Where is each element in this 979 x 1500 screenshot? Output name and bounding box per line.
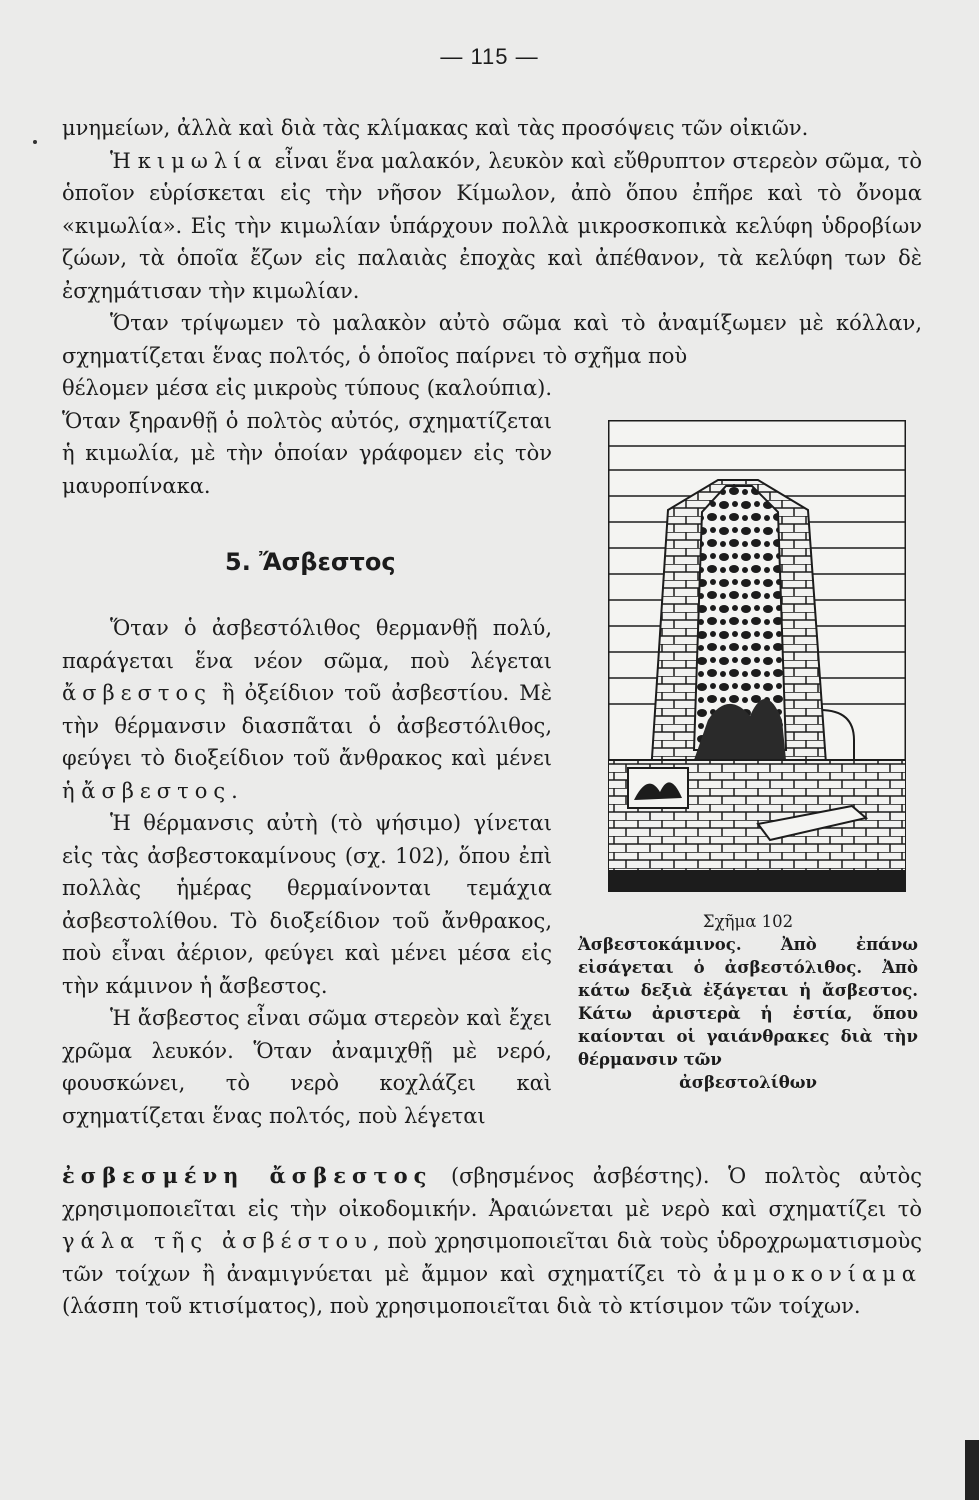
- term-kimolia: κιμωλία: [137, 148, 268, 173]
- paragraph-3-continued: θέλομεν μέσα εἰς μικροὺς τύπους (καλούπια). Ὅταν ξηρανθῇ ὁ πολτὸς αὐτός, σχηματίζεται ἡ κιμωλία, μὲ τὴν ὁποίαν γράφομεν εἰς τὸν μαυροπίνακα.: [62, 376, 552, 498]
- column-text-lower: [62, 612, 552, 1132]
- paragraph-5: Ἡ θέρμανσις αὐτὴ (τὸ ψήσιμο) γίνεται εἰς τὰς ἀσβεστοκαμίνους (σχ. 102), ὅπου ἐπὶ πολλὰς ἡμέρας θερμαίνονται τεμάχια ἀσβεστολίθου. Τὸ διοξείδιον τοῦ ἄνθρακος, ποὺ εἶναι ἀέριον, φεύγει καὶ μένει μέσα εἰς τὴν κάμινον ἡ ἄσβεστος.: [62, 811, 552, 998]
- paragraph-6-continued: ἐσβεσμένη ἄσβεστος (σβησμένος ἀσβέστης). Ὁ πολτὸς αὐτὸς χρησιμοποιεῖται εἰς τὴν οἰκοδομικήν. Ἀραιώνεται μὲ νερὸ καὶ σχηματίζει τὸ γάλα τῆς ἀσβέστου, ποὺ χρησιμοποιεῖται διὰ τοὺς ὑδροχρωματισμοὺς τῶν τοίχων ἢ ἀναμιγνύεται μὲ ἄμμον καὶ σχηματίζει τὸ ἀμμοκονίαμα (λάσπη τοῦ κτισίματος), ποὺ χρησιμοποιεῖται διὰ τὸ κτίσιμον τῶν τοίχων.: [62, 1163, 922, 1318]
- term-asvestos-2: ἄσβεστος: [81, 778, 232, 803]
- figure-caption: [578, 910, 918, 1094]
- page-edge-mark: [965, 1440, 979, 1500]
- text-block-top: [62, 112, 922, 372]
- paragraph-3: Ὅταν τρίψωμεν τὸ μαλακὸν αὐτὸ σῶμα καὶ τὸ ἀναμίξωμεν μὲ κόλλαν, σχηματίζεται ἕνας πολτός, ὁ ὁποῖος παίρνει τὸ σχῆμα ποὺ: [62, 311, 922, 368]
- term-gala: γάλα τῆς ἀσβέστου: [62, 1229, 373, 1253]
- page-number: — 115 —: [440, 44, 539, 69]
- term-esvesmeni: ἐσβεσμένη ἄσβεστος: [62, 1163, 433, 1188]
- caption-end: ἀσβεστολίθων: [679, 1073, 817, 1092]
- margin-dot: [33, 140, 37, 144]
- caption-body: Ἀσβεστοκάμινος. Ἀπὸ ἐπάνω εἰσάγεται ὁ ἀσβεστόλιθος. Ἀπὸ κάτω δεξιὰ ἐξάγεται ἡ ἄσβεστος. Κάτω ἀριστερὰ ἡ ἑστία, ὅπου καίονται οἱ γαιάνθρακες διὰ τὴν θέρμανσιν τῶν: [578, 935, 918, 1069]
- term-ammokoniama: ἀμμοκονίαμα: [713, 1261, 922, 1286]
- section-heading: 5. Ἄσβεστος: [225, 548, 396, 576]
- caption-title: Σχῆμα 102: [702, 912, 794, 931]
- paragraph-4: Ὅταν ὁ ἀσβεστόλιθος θερμανθῇ πολύ, παράγεται ἕνα νέον σῶμα, ποὺ λέγεται ἄσβεστος ἢ ὀξείδιον τοῦ ἀσβεστίου. Μὲ τὴν θέρμανσιν διασπᾶται ὁ ἀσβεστόλιθος, φεύγει τὸ διοξείδιον τοῦ ἄνθρακος καὶ μένει ἡ ἄσβεστος.: [62, 616, 552, 803]
- lime-kiln-figure: [608, 420, 906, 892]
- term-asvestos-1: ἄσβεστος: [62, 681, 212, 705]
- paragraph-2: Ἡ κιμωλία εἶναι ἕνα μαλακόν, λευκὸν καὶ εὔθρυπτον στερεὸν σῶμα, τὸ ὁποῖον εὑρίσκεται εἰς τὴν νῆσον Κίμωλον, ἀπὸ ὅπου ἐπῆρε καὶ τὸ ὄνομα «κιμωλία». Εἰς τὴν κιμωλίαν ὑπάρχουν πολλὰ μικροσκοπικὰ κελύφη ὑδροβίων ζώων, τὰ ὁποῖα ἔζων εἰς παλαιὰς ἐποχὰς καὶ ἀπέθανον, τὰ κελύφη των δὲ ἐσχημάτισαν τὴν κιμωλίαν.: [62, 148, 922, 303]
- column-text-upper: [62, 372, 552, 502]
- paragraph-1: μνημείων, ἀλλὰ καὶ διὰ τὰς κλίμακας καὶ τὰς προσόψεις τῶν οἰκιῶν.: [62, 116, 809, 140]
- text-block-bottom: [62, 1160, 922, 1323]
- lime-kiln-illustration: [608, 420, 906, 892]
- paragraph-6: Ἡ ἄσβεστος εἶναι σῶμα στερεὸν καὶ ἔχει χρῶμα λευκόν. Ὅταν ἀναμιχθῇ μὲ νερό, φουσκώνει, τὸ νερὸ κοχλάζει καὶ σχηματίζεται ἕνας πολτός, ποὺ λέγεται: [62, 1006, 552, 1128]
